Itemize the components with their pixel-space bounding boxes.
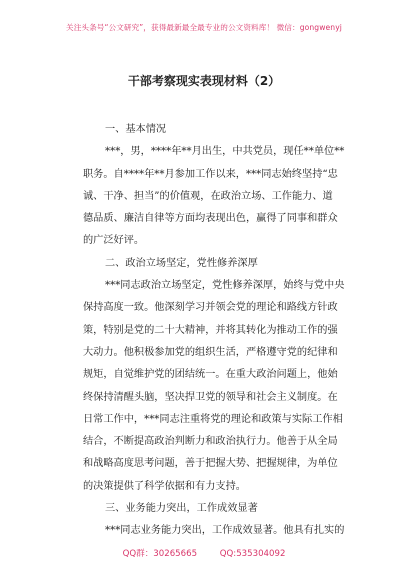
qq-contact-number: QQ:535304092 [219, 549, 286, 559]
body-line: 三、业务能力突出，工作成效显著 [105, 503, 258, 515]
body-line: 德品质、廉洁自律等方面均表现出色，赢得了同事和群众 [83, 213, 338, 225]
body-line: 大动力。他积极参加党的组织生活，严格遵守党的纪律和 [83, 346, 338, 358]
body-line: 保持高度一致。他深刻学习并领会党的理论和路线方针政 [83, 302, 338, 314]
body-line: ***同志业务能力突出，工作成效显著。他具有扎实的 [105, 525, 345, 537]
document-body [83, 119, 359, 543]
bottom-contact-banner [0, 547, 408, 559]
body-line: 二、政治立场坚定，党性修养深厚 [105, 257, 258, 269]
document-title: 干部考察现实表现材料（2） [127, 74, 281, 88]
body-line: 和战略高度思考问题，善于把握大势、把握规律，为单位 [83, 458, 338, 470]
qq-group-number: QQ群：30265665 [122, 549, 198, 559]
body-line: ***同志政治立场坚定，党性修养深厚，始终与党中央 [105, 280, 345, 292]
top-promo-banner: 关注头条号“公文研究”，获得最新最全最专业的公文资料库！ 微信：gongwenyj [66, 23, 342, 32]
body-line: 职务。自****年**月参加工作以来，***同志始终坚持“忠 [83, 168, 338, 180]
body-line: 的决策提供了科学依据和有力支持。 [83, 480, 246, 492]
body-line: 诚、干净、担当”的价值观，在政治立场、工作能力、道 [83, 190, 333, 202]
body-line: 日常工作中，***同志注重将党的理论和政策与实际工作相 [83, 413, 343, 425]
body-line: 结合，不断提高政治判断力和政治执行力。他善于从全局 [83, 436, 338, 448]
body-line: 策，特别是党的二十大精神，并将其转化为推动工作的强 [83, 324, 338, 336]
body-line: 一、基本情况 [105, 124, 167, 135]
body-line: 的广泛好评。 [83, 235, 145, 247]
body-line: 终保持清醒头脑，坚决捍卫党的领导和社会主义制度。在 [83, 391, 338, 403]
body-line: ***，男，****年**月出生，中共党员，现任**单位** [105, 146, 345, 158]
body-line: 规矩，自觉维护党的团结统一。在重大政治问题上，他始 [83, 369, 338, 381]
